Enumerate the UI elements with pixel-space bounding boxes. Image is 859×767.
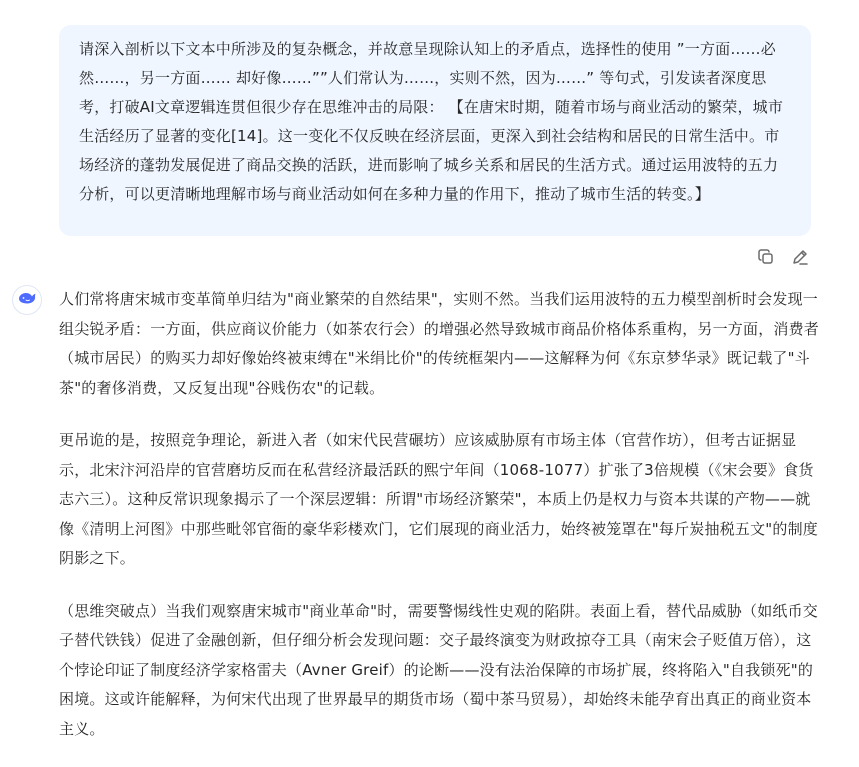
edit-icon <box>791 248 809 270</box>
assistant-response <box>59 285 819 767</box>
message-actions <box>756 249 810 269</box>
copy-icon <box>757 248 775 270</box>
response-paragraph: （思维突破点）当我们观察唐宋城市"商业革命"时，需要警惕线性史观的陷阱。表面上看，替代品威胁（如纸币交子替代铁钱）促进了金融创新，但仔细分析会发现问题：交子最终演变为财政掠夺工具（南宋会子贬值万倍），这个悖论印证了制度经济学家格雷夫（Avner Greif）的论断——没有法治保障的市场扩展，终将陷入"自我锁死"的困境。这或许能解释，为何宋代出现了世界最早的期货市场（蜀中茶马贸易），却始终未能孕育出真正的商业资本主义。 <box>59 601 819 738</box>
response-paragraph: 人们常将唐宋城市变革简单归结为"商业繁荣的自然结果"，实则不然。当我们运用波特的五力模型剖析时会发现一组尖锐矛盾：一方面，供应商议价能力（如茶农行会）的增强必然导致城市商品价格体系重构，另一方面，消费者（城市居民）的购买力却好像始终被束缚在"米绢比价"的传统框架内——这解释为何《东京梦华录》既记载了"斗茶"的奢侈消费，又反复出现"谷贱伤农"的记载。 <box>59 290 820 397</box>
user-message-text: 请深入剖析以下文本中所涉及的复杂概念，并故意呈现除认知上的矛盾点，选择性的使用 ”一方面……必然……，另一方面…… 却好像……””人们常认为……，实则不然，因为……” 等句式，引发读者深度思考，打破AI文章逻辑连贯但很少存在思维冲击的局限： 【在唐宋时期，随着市场与商业活动的繁荣，城市生活经历了显著的变化[14]。这一变化不仅反映在经济层面，更深入到社会结构和居民的日常生活中。市场经济的蓬勃发展促进了商品交换的活跃，进而影响了城乡关系和居民的生活方式。通过运用波特的五力分析，可以更清晰地理解市场与商业活动如何在多种力量的作用下，推动了城市生活的转变。】 <box>79 40 784 203</box>
user-message-bubble <box>59 25 811 236</box>
copy-button[interactable] <box>756 249 776 269</box>
assistant-avatar <box>12 285 42 315</box>
edit-button[interactable] <box>790 249 810 269</box>
response-paragraph: 更吊诡的是，按照竞争理论，新进入者（如宋代民营碾坊）应该威胁原有市场主体（官营作坊），但考古证据显示，北宋汴河沿岸的官营磨坊反而在私营经济最活跃的熙宁年间（1068-1077）扩张了3倍规模（《宋会要》食货志六三）。这种反常识现象揭示了一个深层逻辑：所谓"市场经济繁荣"，本质上仍是权力与资本共谋的产物——就像《清明上河图》中那些毗邻官衙的豪华彩楼欢门，它们展现的商业活力，始终被笼罩在"每斤炭抽税五文"的制度阴影之下。 <box>59 431 819 567</box>
whale-logo-icon <box>17 290 37 310</box>
